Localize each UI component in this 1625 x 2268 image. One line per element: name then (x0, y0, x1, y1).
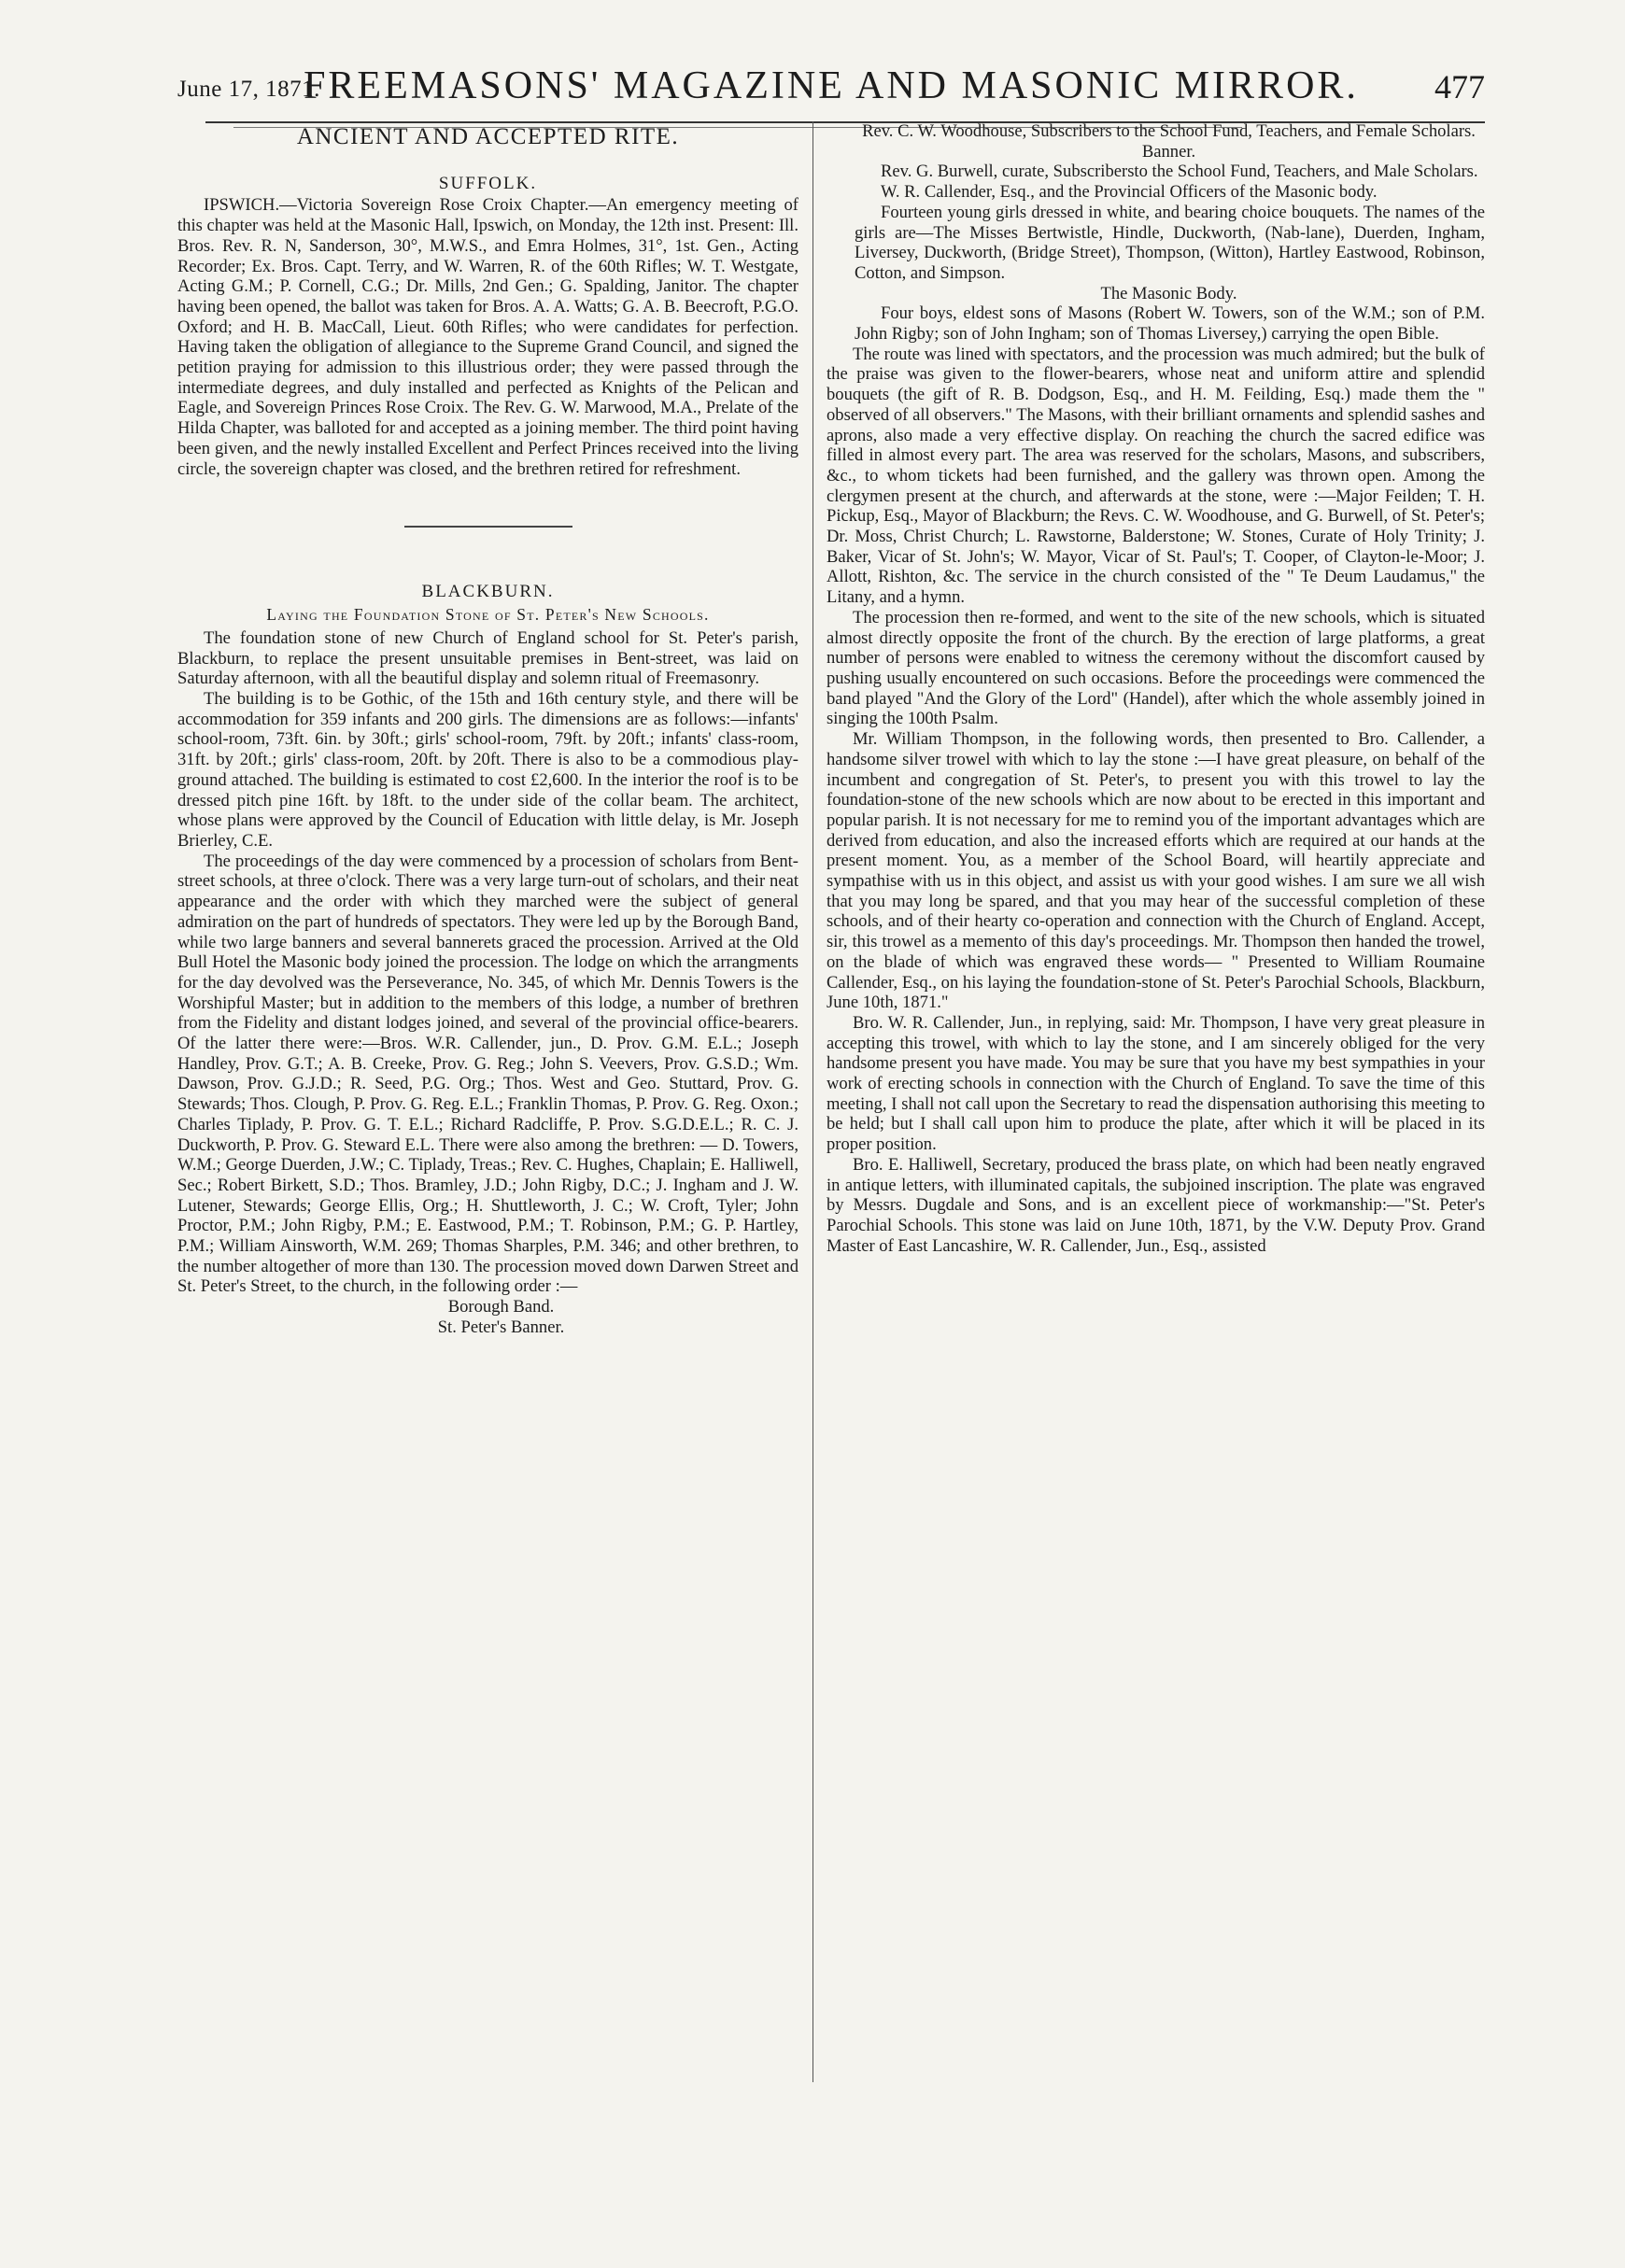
procession-entry: Fourteen young girls dressed in white, and bearing choice bouquets. The names of the girls are—The Misses Bertwistle, Hindle, Duckworth, (Nab-lane), Duerden, Ingham, Liversey, Duckworth, (Bridge Street), Thompson, (Witton), Hartley Eastwood, Robinson, Cotton, and Simpson. (855, 202, 1485, 283)
blackburn-paragraph: The building is to be Gothic, of the 15th and 16th century style, and there will be accommodation for 359 infants and 200 girls. The dimensions are as follows:—infants' school-room, 73ft. 6in. by 30ft.; girls' school-room, 79ft. by 20ft.; infants' class-room, 31ft. by 20ft.; girls' class-room, 20ft. by 20ft. There is also to be a commodious play-ground attached. The building is estimated to cost £2,600. In the interior the roof is to be dressed pitch pine 16ft. by 18ft. to the under side of the collar beam. The architect, whose plans were approved by the Council of Education with little delay, is Mr. Joseph Brierley, C.E. (177, 689, 798, 851)
blackburn-heading: BLACKBURN. (421, 582, 555, 602)
procession-entry: Rev. G. Burwell, curate, Subscribersto the School Fund, Teachers, and Male Scholars. (881, 162, 1478, 182)
left-column (177, 121, 798, 2165)
blackburn-article-title: Laying the Foundation Stone of St. Peter's New Schools. (266, 604, 710, 624)
section-separator (404, 526, 572, 528)
procession-entry: Four boys, eldest sons of Masons (Robert W. Towers, son of the W.M.; son of P.M. John Rigby; son of John Ingham; son of Thomas Liversey,) carrying the open Bible. (855, 303, 1485, 345)
right-column (827, 121, 1485, 2165)
suffolk-paragraph: IPSWICH.—Victoria Sovereign Rose Croix Chapter.—An emergency meeting of this chapter was held at the Masonic Hall, Ipswich, on Monday, the 12th inst. Present: Ill. Bros. Rev. R. N, Sanderson, 30°, M.W.S., and Emra Holmes, 31°, 1st. Gen., Acting Recorder; Ex. Bros. Capt. Terry, and W. Warren, R. of the 60th Rifles; W. T. Westgate, Acting G.M.; P. Cornell, C.G.; Dr. Mills, 2nd Gen.; G. Spalding, Janitor. The chapter having been opened, the ballot was taken for Bros. A. A. Watts; G. A. B. Beecroft, P.G.O. Oxford; and H. B. MacCall, Lieut. 60th Rifles; who were candidates for perfection. Having taken the obligation of allegiance to the Supreme Grand Council, and signed the petition praying for admission to this illustrious order; they were passed through the intermediate degrees, and duly installed and perfected as Knights of the Pelican and Eagle, and Sovereign Princes Rose Croix. The Rev. G. W. Marwood, M.A., Prelate of the Hilda Chapter, was balloted for and accepted as a joining member. The third point having been given, and the newly installed Excellent and Perfect Princes received into the living circle, the sovereign chapter was closed, and the brethren retired for refreshment. (177, 195, 798, 479)
suffolk-heading: SUFFOLK. (438, 173, 538, 193)
column-divider (812, 121, 813, 2082)
article-columns (177, 121, 1485, 2165)
blackburn-paragraph: Bro. E. Halliwell, Secretary, produced the brass plate, on which had been neatly engraved in antique letters, with illuminated capitals, the subjoined inscription. The plate was engraved by Messrs. Dugdale and Sons, and is an excellent piece of workmanship:—"St. Peter's Parochial Schools. This stone was laid on June 10th, 1871, by the V.W. Deputy Prov. Grand Master of East Lancashire, W. R. Callender, Jun., Esq., assisted (827, 1154, 1485, 1256)
masthead (177, 37, 1485, 121)
procession-entry: Banner. (1141, 141, 1196, 162)
publication-title: FREEMASONS' MAGAZINE AND MASONIC MIRROR. (304, 64, 1359, 107)
section-heading: ANCIENT AND ACCEPTED RITE. (296, 124, 680, 149)
blackburn-paragraph: The foundation stone of new Church of England school for St. Peter's parish, Blackburn, to replace the present unsuitable premises in Bent-street, was laid on Saturday afternoon, with all the beautiful display and solemn ritual of Freemasonry. (177, 627, 798, 689)
procession-entry: The Masonic Body. (1100, 283, 1237, 303)
blackburn-paragraph: The route was lined with spectators, and the procession was much admired; but the bulk of the praise was given to the flower-bearers, whose neat and uniform attire and splendid bouquets (the gift of R. B. Dodgson, Esq., and H. M. Feilding, Esq.) made them the " observed of all observers." The Masons, with their brilliant ornaments and splendid sashes and aprons, also made a very effective display. On reaching the church the sacred edifice was filled in almost every part. The area was reserved for the scholars, Masons, and subscribers, &c., to whom tickets had been furnished, and the gallery was thrown open. Among the clergymen present at the church, and afterwards at the stone, were :—Major Feilden; T. H. Pickup, Esq., Mayor of Blackburn; the Revs. C. W. Woodhouse, and G. Burwell, of St. Peter's; Dr. Moss, Christ Church; L. Rawstorne, Balderstone; W. Stones, Curate of Holy Trinity; J. Baker, Vicar of St. John's; W. Mayor, Vicar of St. Paul's; T. Cooper, of Clayton-le-Moor; J. Allott, Rishton, &c. The service in the church consisted of the " Te Deum Laudamus," the Litany, and a hymn. (827, 344, 1485, 608)
issue-date: June 17, 1871. (177, 77, 320, 102)
blackburn-paragraph: The procession then re-formed, and went to the site of the new schools, which is situated almost directly opposite the front of the church. By the erection of large platforms, a great number of persons were enabled to witness the ceremony without the discomfort caused by pushing usually encountered on such occasions. Before the proceedings were commenced the band played "And the Glory of the Lord" (Handel), after which the whole assembly joined in singing the 100th Psalm. (827, 607, 1485, 729)
procession-entry: W. R. Callender, Esq., and the Provincial Officers of the Masonic body. (881, 182, 1378, 203)
blackburn-paragraph: Mr. William Thompson, in the following words, then presented to Bro. Callender, a handsome silver trowel with which to lay the stone :—I have great pleasure, on behalf of the incumbent and congregation of St. Peter's, to present you with this trowel to lay the foundation-stone of the new schools which are now about to be erected in this important and popular parish. It is not necessary for me to remind you of the important advantages which are derived from education, and also the increased efforts which are required at our hands at the present moment. You, as a member of the School Board, will heartily appreciate and sympathise with us in this object, and assist us with your good wishes. I am sure we all wish that you may long be spared, and that you may hear of the successful completion of these schools, and of their hearty co-operation and connection with the Church of England. Accept, sir, this trowel as a memento of this day's proceedings. Mr. Thompson then handed the trowel, on the blade of which was engraved these words— " Presented to William Roumaine Callender, Esq., on his laying the foundation-stone of St. Peter's Parochial Schools, Blackburn, June 10th, 1871." (827, 729, 1485, 1013)
procession-entry: Borough Band. (447, 1297, 555, 1317)
blackburn-paragraph: The proceedings of the day were commenced by a procession of scholars from Bent-street schools, at three o'clock. There was a very large turn-out of scholars, and their neat appearance and the order with which they marched were the subject of general admiration on the part of hundreds of spectators. They were led up by the Borough Band, while two large banners and several bannerets graced the procession. Arrived at the Old Bull Hotel the Masonic body joined the procession. The lodge on which the arrangments for the day devolved was the Perseverance, No. 345, of which Mr. Dennis Towers is the Worshipful Master; but in addition to the members of this lodge, a number of brethren from the Fidelity and distant lodges joined, and several of the provincial office-bearers. Of the latter there were:—Bros. W.R. Callender, jun., D. Prov. G.M. E.L.; Joseph Handley, Prov. G.T.; A. B. Creeke, Prov. G. Reg.; John S. Veevers, Prov. G.S.D.; Wm. Dawson, Prov. G.J.D.; R. Seed, P.G. Org.; Thos. West and Geo. Stuttard, Prov. G. Stewards; Thos. Clough, P. Prov. G. Reg. E.L.; Franklin Thomas, P. Prov. G. Reg. Oxon.; Charles Tiplady, P. Prov. G. T. E.L.; Richard Radcliffe, P. Prov. S.G.D.E.L.; R. C. J. Duckworth, P. Prov. G. Steward E.L. There were also among the brethren: — D. Towers, W.M.; George Duerden, J.W.; C. Tiplady, Treas.; Rev. C. Hughes, Chaplain; E. Halliwell, Sec.; Robert Birkett, S.D.; Thos. Bramley, J.D.; John Rigby, D.C.; J. Ingham and J. W. Lutener, Stewards; George Ellis, Org.; H. Shuttleworth, J. C.; W. Croft, Tyler; John Proctor, P.M.; John Rigby, P.M.; E. Eastwood, P.M.; T. Robinson, P.M.; G. P. Hartley, P.M.; William Ainsworth, W.M. 269; Thomas Sharples, P.M. 346; and other brethren, to the number altogether of more than 130. The procession moved down Darwen Street and St. Peter's Street, to the church, in the following order :— (177, 851, 798, 1297)
procession-entry: St. Peter's Banner. (437, 1317, 565, 1337)
procession-entry: Rev. C. W. Woodhouse, Subscribers to the School Fund, Teachers, and Female Scholars. (862, 121, 1476, 141)
blackburn-paragraph: Bro. W. R. Callender, Jun., in replying, said: Mr. Thompson, I have very great pleasure in accepting this trowel, with which to lay the stone, and I am sincerely obliged for the very handsome present you have made. You may be sure that you have my best sympathies in your work of erecting schools in connection with the Church of England. To save the time of this meeting, I shall not call upon the Secretary to read the dispensation authorising this meeting to be held; but I shall call upon him to produce the plate, after which it will be placed in its proper position. (827, 1012, 1485, 1155)
page-number: 477 (1434, 68, 1485, 106)
